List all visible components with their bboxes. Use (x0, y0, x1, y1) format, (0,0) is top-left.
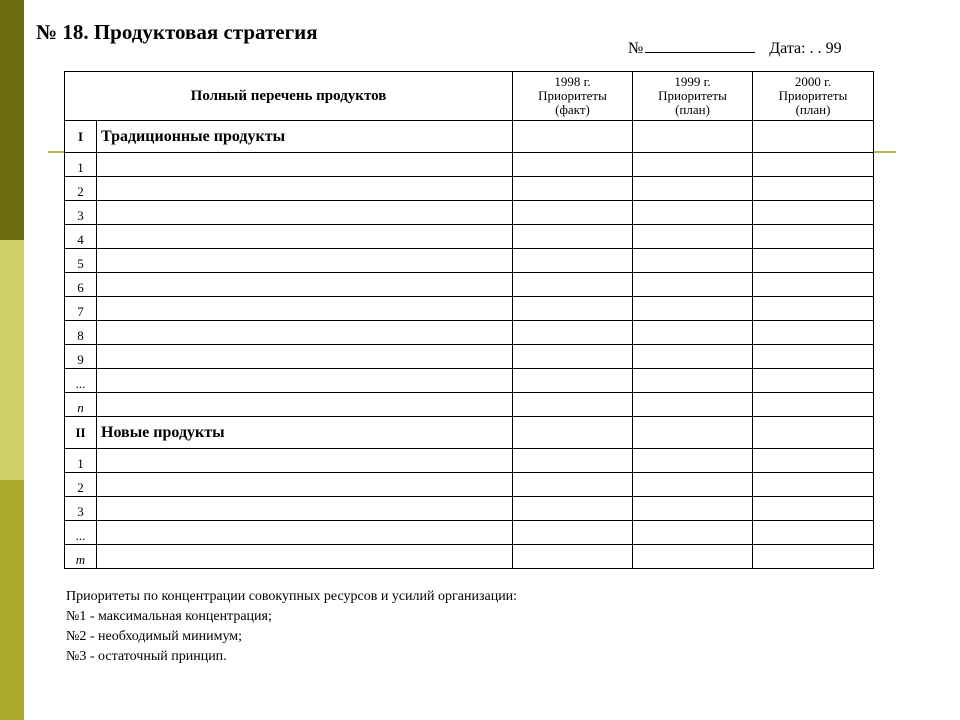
row-index: 5 (65, 249, 97, 273)
table-row (65, 297, 874, 321)
priority-cell-1999[interactable] (633, 417, 753, 449)
table-row (65, 249, 874, 273)
table-row (65, 321, 874, 345)
priority-cell-1998[interactable] (513, 153, 633, 177)
product-table (64, 71, 874, 569)
product-name-cell[interactable] (97, 273, 513, 297)
row-index: m (65, 545, 97, 569)
table-row (65, 393, 874, 417)
decor-band-middle (0, 240, 24, 480)
priority-cell-2000[interactable] (753, 521, 874, 545)
priority-cell-1998[interactable] (513, 121, 633, 153)
priority-cell-1999[interactable] (633, 225, 753, 249)
product-name-cell[interactable] (97, 225, 513, 249)
product-name-cell[interactable] (97, 497, 513, 521)
table-row (65, 369, 874, 393)
table-row (65, 153, 874, 177)
decor-band-bottom (0, 480, 24, 720)
priority-cell-1999[interactable] (633, 345, 753, 369)
row-index: 7 (65, 297, 97, 321)
priority-cell-1999[interactable] (633, 201, 753, 225)
product-name-cell[interactable] (97, 521, 513, 545)
priority-notes (66, 588, 517, 668)
row-index: 1 (65, 153, 97, 177)
priority-cell-1998[interactable] (513, 297, 633, 321)
priority-cell-2000[interactable] (753, 369, 874, 393)
priority-cell-1998[interactable] (513, 249, 633, 273)
priority-cell-1998[interactable] (513, 473, 633, 497)
table-row (65, 545, 874, 569)
priority-cell-1999[interactable] (633, 449, 753, 473)
priority-cell-1998[interactable] (513, 225, 633, 249)
column-header-1998-label: Приоритеты (538, 88, 607, 103)
column-header-1999-type: (план) (675, 102, 710, 117)
number-label: № (628, 40, 644, 57)
priority-cell-1998[interactable] (513, 369, 633, 393)
page-title: № 18. Продуктовая стратегия (36, 20, 318, 44)
priority-cell-1998[interactable] (513, 345, 633, 369)
table-row (65, 449, 874, 473)
row-index: n (65, 393, 97, 417)
date-label: Дата: . . 99 (769, 40, 842, 57)
priority-cell-1998[interactable] (513, 521, 633, 545)
priority-cell-1998[interactable] (513, 497, 633, 521)
row-index: 4 (65, 225, 97, 249)
priority-cell-2000[interactable] (753, 177, 874, 201)
section-row (65, 417, 874, 449)
priority-cell-1999[interactable] (633, 121, 753, 153)
note-priority-2: №2 - необходимый минимум; (66, 629, 243, 644)
row-index: 2 (65, 177, 97, 201)
priority-cell-2000[interactable] (753, 297, 874, 321)
priority-cell-1998[interactable] (513, 201, 633, 225)
priority-cell-1999[interactable] (633, 153, 753, 177)
priority-cell-1999[interactable] (633, 249, 753, 273)
column-header-1999-year: 1999 г. (674, 74, 711, 89)
section-row (65, 121, 874, 153)
product-name-cell[interactable] (97, 545, 513, 569)
product-name-cell[interactable] (97, 201, 513, 225)
row-index: 2 (65, 473, 97, 497)
priority-cell-1998[interactable] (513, 393, 633, 417)
product-name-cell[interactable] (97, 393, 513, 417)
priority-cell-1998[interactable] (513, 273, 633, 297)
section-index: II (65, 417, 97, 449)
product-name-cell[interactable] (97, 345, 513, 369)
priority-cell-2000[interactable] (753, 321, 874, 345)
column-header-1999 (633, 72, 753, 121)
column-header-2000-type: (план) (795, 102, 831, 117)
column-header-1998-year: 1998 г. (554, 74, 591, 89)
table-row (65, 497, 874, 521)
priority-cell-1998[interactable] (513, 545, 633, 569)
priority-cell-1999[interactable] (633, 521, 753, 545)
priority-cell-2000[interactable] (753, 153, 874, 177)
priority-cell-1999[interactable] (633, 497, 753, 521)
priority-cell-1999[interactable] (633, 393, 753, 417)
notes-intro: Приоритеты по концентрации совокупных ресурсов и усилий организации: (66, 589, 518, 604)
row-index: 8 (65, 321, 97, 345)
column-header-2000 (753, 72, 874, 121)
table-row (65, 521, 874, 545)
priority-cell-2000[interactable] (753, 417, 874, 449)
product-name-cell[interactable] (97, 249, 513, 273)
priority-cell-2000[interactable] (753, 449, 874, 473)
priority-cell-1998[interactable] (513, 177, 633, 201)
section-title: Новые продукты (97, 417, 513, 449)
table-row (65, 225, 874, 249)
column-header-1998-type: (факт) (555, 102, 590, 117)
section-title: Традиционные продукты (97, 121, 513, 153)
priority-cell-2000[interactable] (753, 393, 874, 417)
priority-cell-1998[interactable] (513, 449, 633, 473)
priority-cell-2000[interactable] (753, 121, 874, 153)
priority-cell-2000[interactable] (753, 497, 874, 521)
product-name-cell[interactable] (97, 473, 513, 497)
row-index: 9 (65, 345, 97, 369)
priority-cell-1999[interactable] (633, 369, 753, 393)
column-header-products: Полный перечень продуктов (65, 72, 513, 121)
note-priority-3: №3 - остаточный принцип. (66, 649, 227, 664)
priority-cell-1998[interactable] (513, 417, 633, 449)
product-name-cell[interactable] (97, 177, 513, 201)
priority-cell-2000[interactable] (753, 201, 874, 225)
row-index: ... (65, 369, 97, 393)
table-row (65, 273, 874, 297)
product-name-cell[interactable] (97, 369, 513, 393)
note-priority-1: №1 - максимальная концентрация; (66, 609, 272, 624)
priority-cell-1999[interactable] (633, 545, 753, 569)
column-header-2000-label: Приоритеты (778, 88, 848, 103)
priority-cell-2000[interactable] (753, 545, 874, 569)
column-header-2000-year: 2000 г. (794, 74, 832, 89)
decor-band-top (0, 0, 24, 240)
row-index: 3 (65, 201, 97, 225)
priority-cell-2000[interactable] (753, 345, 874, 369)
table-row (65, 201, 874, 225)
form-meta (628, 38, 842, 58)
table-row (65, 473, 874, 497)
product-name-cell[interactable] (97, 297, 513, 321)
priority-cell-2000[interactable] (753, 249, 874, 273)
product-name-cell[interactable] (97, 153, 513, 177)
row-index: 3 (65, 497, 97, 521)
table-row (65, 345, 874, 369)
row-index: ... (65, 521, 97, 545)
product-name-cell[interactable] (97, 321, 513, 345)
table-row (65, 177, 874, 201)
priority-cell-1999[interactable] (633, 177, 753, 201)
row-index: 6 (65, 273, 97, 297)
product-name-cell[interactable] (97, 449, 513, 473)
priority-cell-2000[interactable] (753, 225, 874, 249)
priority-cell-1998[interactable] (513, 321, 633, 345)
number-field[interactable] (645, 38, 755, 53)
priority-cell-2000[interactable] (753, 473, 874, 497)
priority-cell-2000[interactable] (753, 273, 874, 297)
priority-cell-1999[interactable] (633, 297, 753, 321)
section-index: I (65, 121, 97, 153)
priority-cell-1999[interactable] (633, 473, 753, 497)
column-header-1998 (513, 72, 633, 121)
table-header-row (65, 72, 874, 121)
priority-cell-1999[interactable] (633, 273, 753, 297)
priority-cell-1999[interactable] (633, 321, 753, 345)
column-header-1999-label: Приоритеты (658, 88, 727, 103)
row-index: 1 (65, 449, 97, 473)
